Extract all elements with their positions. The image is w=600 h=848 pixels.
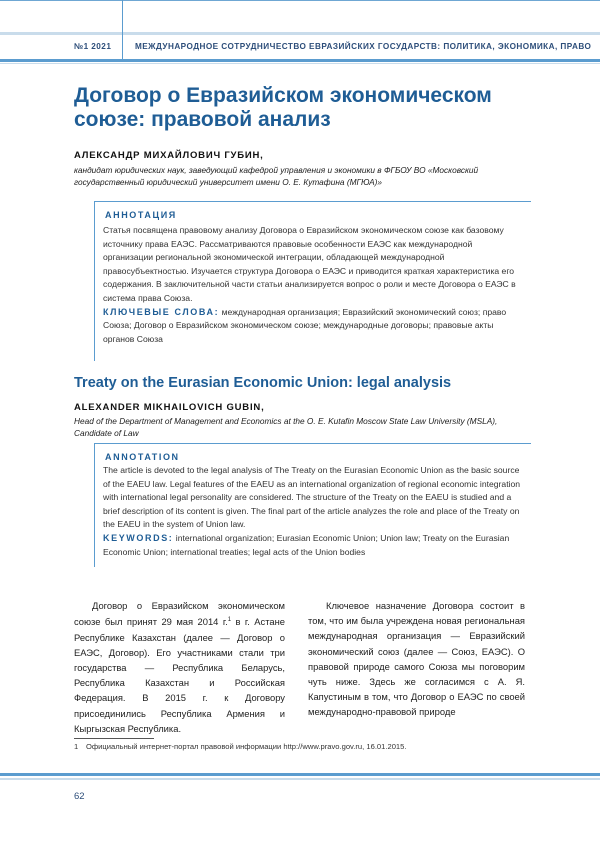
page-number: 62: [74, 791, 85, 802]
author-name-en: ALEXANDER MIKHAILOVICH GUBIN,: [74, 402, 265, 413]
keywords-label-ru: КЛЮЧЕВЫЕ СЛОВА:: [103, 306, 220, 317]
issue-number: №1 2021: [74, 42, 112, 51]
keywords-label-en: KEYWORDS:: [103, 532, 174, 543]
bottom-rule-light: [0, 778, 600, 780]
bottom-rule: [0, 773, 600, 776]
body-column-right: [308, 598, 525, 720]
author-affiliation-en: Head of the Department of Management and Economics at the O. E. Kutafin Moscow State Law University (MSLA), Candidate of Law: [74, 416, 498, 438]
header-divider: [122, 0, 123, 61]
footnote-rule: [74, 738, 154, 739]
header-rule: [0, 59, 600, 62]
author-affiliation-ru: кандидат юридических наук, заведующий кафедрой управления и экономики в ФГБОУ ВО «Московский государственный юридический университет имени О. Е. Кутафина (МГЮА)»: [74, 165, 479, 187]
abstract-body-en: The article is devoted to the legal analysis of The Treaty on the Eurasian Economic Union as the basic source of the EAEU law. Legal features of the EAEU as an international organization of regional economic integration with international legal personality are considered. The structure of the Treaty on the EAEU is studied and a brief description of its content is given. The final part of the article analyzes the role and place of the Treaty on the EAEU in the system of Union law.: [103, 465, 521, 530]
article-title-ru: Договор о Евразийском экономическом союзе: правовой анализ: [74, 84, 492, 131]
footnote: [74, 742, 407, 751]
footnote-ref[interactable]: 1: [227, 617, 232, 624]
abstract-heading-ru: АННОТАЦИЯ: [105, 210, 177, 220]
abstract-box-ru: [94, 201, 531, 361]
paragraph: Ключевое назначение Договора состоит в том, что им была учреждена новая региональная международная организация — Евразийский экономический союз (далее — Союз, ЕАЭС). О правовой природе самого Союза мы поговорим чуть ниже. Здесь же согласимся с А. Я. Капустиным в том, что Договор о ЕАЭС по своей международно-правовой природе: [308, 600, 525, 718]
top-stripe: [0, 32, 600, 35]
author-name-ru: АЛЕКСАНДР МИХАЙЛОВИЧ ГУБИН,: [74, 150, 264, 161]
footnote-text: Официальный интернет-портал правовой информации http://www.pravo.gov.ru, 16.01.2015.: [86, 742, 407, 751]
abstract-box-en: [94, 443, 531, 567]
abstract-text-ru: [103, 224, 521, 346]
journal-title: МЕЖДУНАРОДНОЕ СОТРУДНИЧЕСТВО ЕВРАЗИЙСКИХ ГОСУДАРСТВ: ПОЛИТИКА, ЭКОНОМИКА, ПРАВО: [135, 42, 592, 51]
footnote-mark: 1: [74, 742, 79, 751]
abstract-text-en: [103, 464, 521, 559]
abstract-heading-en: ANNOTATION: [105, 452, 180, 462]
abstract-body-ru: Статья посвящена правовому анализу Договора о Евразийском экономическом союзе как базовому источнику права ЕАЭС. Рассматриваются правовые особенности ЕАЭС как международной организации региональной экономической интеграции, обладающей международной правосубъектностью. Изучается структура Договора о ЕАЭС и приводится краткая характеристика его содержания. В заключительной части статьи анализируется вопрос о роли и месте Договора о ЕАЭС в система права Союза.: [103, 225, 516, 303]
keywords-en: international organization; Eurasian Economic Union; Union law; Treaty on the Eurasian Economic Union; international treaties; legal acts of the Union bodies: [103, 532, 510, 557]
keywords-ru: международная организация; Евразийский экономический союз; право Союза; Договор о Евразийском экономическом союзе; международные договоры; правовые акты органов Союза: [103, 306, 507, 344]
paragraph-text: Договор о Евразийском экономическом союзе был принят 29 мая 2014 г.: [74, 600, 285, 628]
paragraph-text: в г. Астане Республике Казахстан (далее — Договор о ЕАЭС, Договор). Его участниками стали три государства — Республика Беларусь, Республика Казахстан и Российская Федерация. В 2015 г. к Договору присоединились Республика Армения и Кыргызская Республика.: [74, 616, 285, 734]
header-rule-light: [0, 63, 600, 64]
paragraph: [74, 598, 285, 736]
body-column-left: [74, 598, 285, 736]
top-rule: [0, 0, 600, 32]
article-title-en: Treaty on the Eurasian Economic Union: legal analysis: [74, 375, 452, 391]
